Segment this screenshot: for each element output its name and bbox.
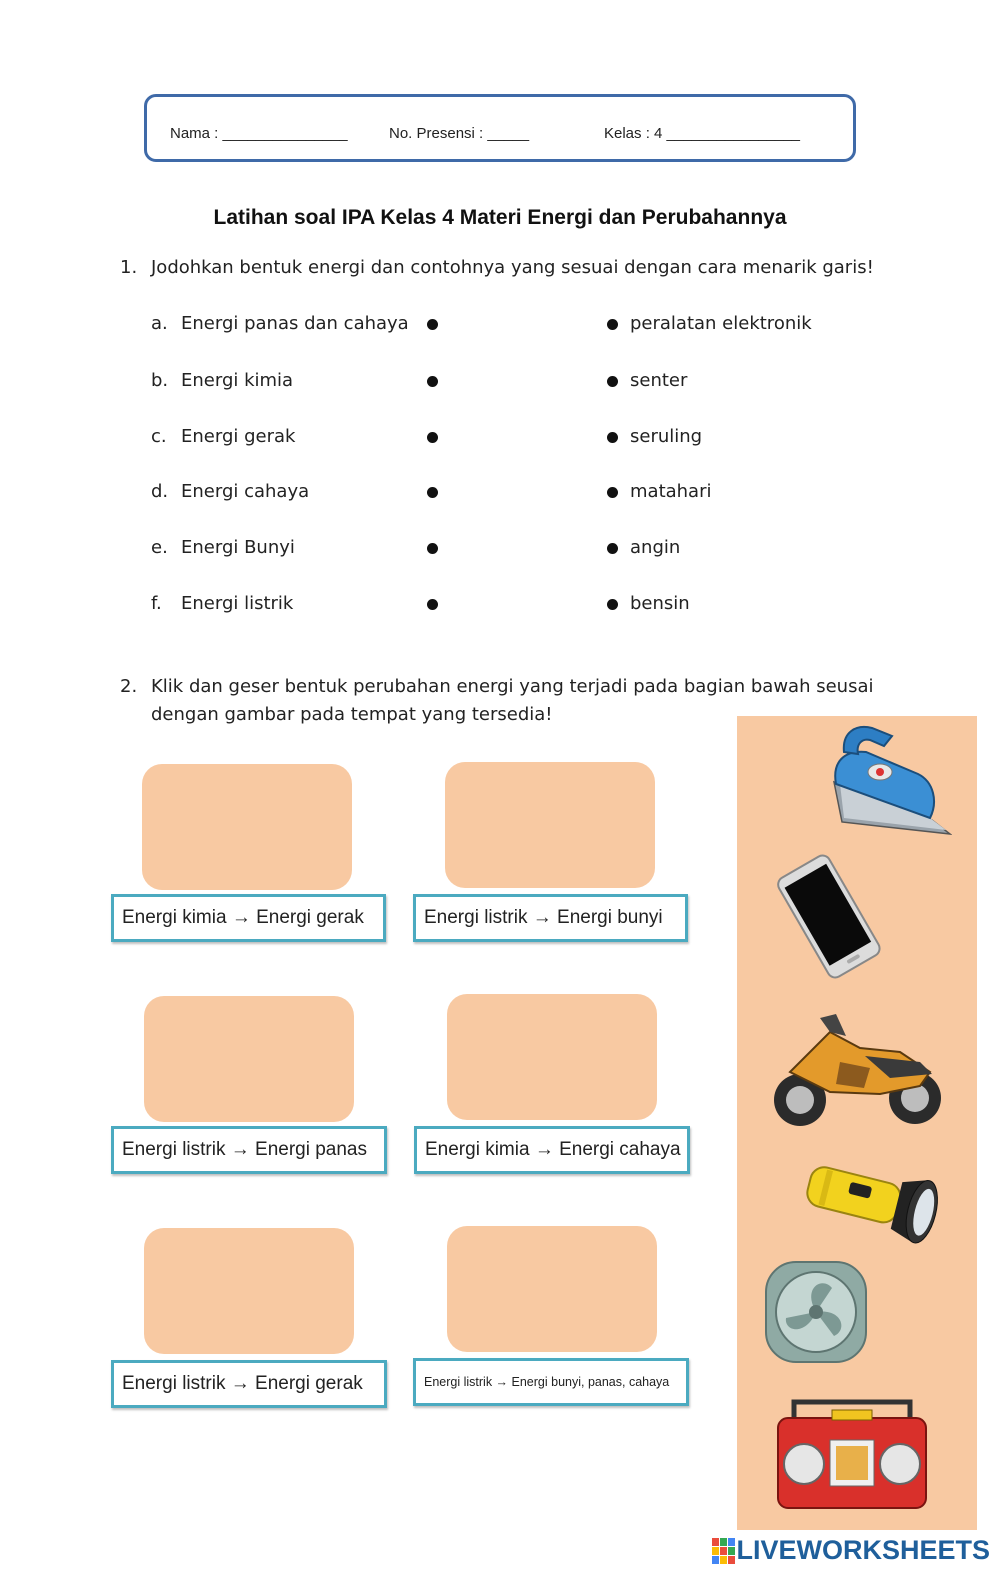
drop-zone-3[interactable] xyxy=(144,996,354,1122)
left-item-label: Energi listrik xyxy=(181,593,294,614)
left-match-dot[interactable] xyxy=(427,487,438,498)
left-match-dot[interactable] xyxy=(427,599,438,610)
smartphone-icon[interactable] xyxy=(772,854,884,980)
row-letter: c. xyxy=(151,426,167,447)
worksheet-title: Latihan soal IPA Kelas 4 Materi Energi dan Perubahannya xyxy=(213,206,787,229)
right-match-dot[interactable] xyxy=(607,376,618,387)
presensi-field: No. Presensi : _____ xyxy=(389,125,530,142)
question-2-number: 2. xyxy=(120,676,138,697)
energy-change-label: Energi listrik → Energi bunyi xyxy=(413,894,688,942)
right-item-label: angin xyxy=(630,537,681,558)
right-match-dot[interactable] xyxy=(607,487,618,498)
left-match-dot[interactable] xyxy=(427,376,438,387)
energy-change-label: Energi listrik → Energi bunyi, panas, cahaya xyxy=(413,1358,689,1406)
row-letter: d. xyxy=(151,481,169,502)
drop-zone-2[interactable] xyxy=(445,762,655,888)
brand-name: LIVEWORKSHEETS xyxy=(736,1535,990,1565)
left-item-label: Energi gerak xyxy=(181,426,296,447)
left-item-label: Energi kimia xyxy=(181,370,294,391)
right-match-dot[interactable] xyxy=(607,543,618,554)
right-match-dot[interactable] xyxy=(607,599,618,610)
energy-change-label: Energi kimia → Energi gerak xyxy=(111,894,386,942)
energy-change-label: Energi kimia → Energi cahaya xyxy=(414,1126,690,1174)
radio-icon[interactable] xyxy=(774,1394,930,1512)
right-item-label: seruling xyxy=(630,426,703,447)
left-item-label: Energi cahaya xyxy=(181,481,310,502)
drop-zone-4[interactable] xyxy=(447,994,657,1120)
question-1-text: Jodohkan bentuk energi dan contohnya yang sesuai dengan cara menarik garis! xyxy=(151,257,874,278)
fan-icon[interactable] xyxy=(762,1258,870,1366)
row-letter: a. xyxy=(151,313,168,334)
left-item-label: Energi Bunyi xyxy=(181,537,295,558)
left-match-dot[interactable] xyxy=(427,319,438,330)
right-match-dot[interactable] xyxy=(607,432,618,443)
left-item-label: Energi panas dan cahaya xyxy=(181,313,409,334)
energy-change-label: Energi listrik → Energi panas xyxy=(111,1126,387,1174)
energy-change-label: Energi listrik → Energi gerak xyxy=(111,1360,387,1408)
right-item-label: senter xyxy=(630,370,688,391)
kelas-field: Kelas : 4 ________________ xyxy=(604,125,801,142)
row-letter: f. xyxy=(151,593,162,614)
right-match-dot[interactable] xyxy=(607,319,618,330)
drop-zone-5[interactable] xyxy=(144,1228,354,1354)
drop-zone-1[interactable] xyxy=(142,764,352,890)
right-item-label: matahari xyxy=(630,481,712,502)
question-1-number: 1. xyxy=(120,257,138,278)
liveworksheets-logo xyxy=(712,1535,990,1566)
left-match-dot[interactable] xyxy=(427,543,438,554)
question-2-text-line2: dengan gambar pada tempat yang tersedia! xyxy=(151,704,553,725)
flashlight-icon[interactable] xyxy=(800,1160,948,1250)
row-letter: e. xyxy=(151,537,168,558)
liveworksheets-mark-icon xyxy=(712,1538,736,1564)
iron-icon[interactable] xyxy=(822,722,952,842)
right-item-label: bensin xyxy=(630,593,690,614)
nama-field: Nama : _______________ xyxy=(170,125,348,142)
right-item-label: peralatan elektronik xyxy=(630,313,812,334)
motorcycle-icon[interactable] xyxy=(770,1012,945,1130)
row-letter: b. xyxy=(151,370,169,391)
left-match-dot[interactable] xyxy=(427,432,438,443)
question-2-text-line1: Klik dan geser bentuk perubahan energi yang terjadi pada bagian bawah seusai xyxy=(151,676,874,697)
drop-zone-6[interactable] xyxy=(447,1226,657,1352)
